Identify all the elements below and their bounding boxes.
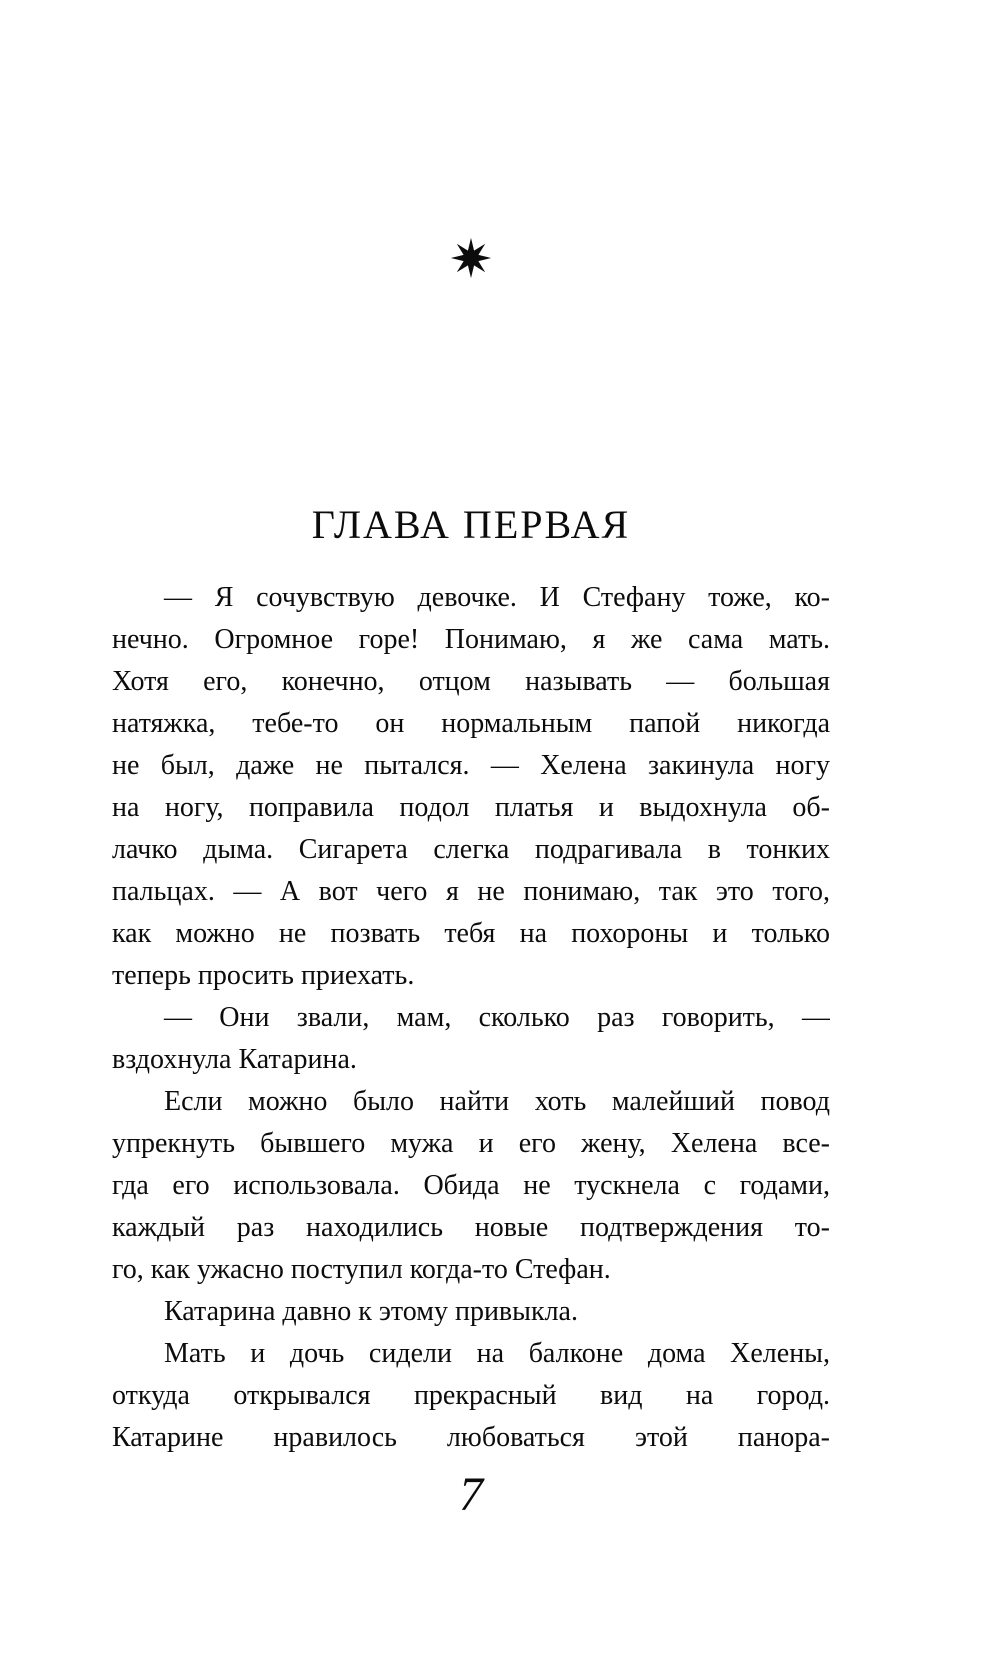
text-line: каждый раз находились новые подтверждения то- bbox=[112, 1212, 830, 1243]
text-line: откуда открывался прекрасный вид на город. bbox=[112, 1380, 830, 1411]
eight-pointed-star-icon bbox=[450, 237, 492, 279]
text-line: натяжка, тебе-то он нормальным папой никогда bbox=[112, 708, 830, 739]
chapter-title: ГЛАВА ПЕРВАЯ bbox=[311, 502, 631, 547]
text-line: теперь просить приехать. bbox=[112, 960, 415, 991]
text-line: Катарине нравилось любоваться этой панора- bbox=[112, 1422, 830, 1453]
text-line: вздохнула Катарина. bbox=[112, 1044, 357, 1075]
text-line: — Я сочувствую девочке. И Стефану тоже, ко- bbox=[164, 582, 830, 613]
chapter-ornament bbox=[112, 237, 830, 279]
page-number: 7 bbox=[459, 1468, 483, 1521]
text-line: Катарина давно к этому привыкла. bbox=[164, 1296, 578, 1327]
text-line: не был, даже не пытался. — Хелена закинула ногу bbox=[112, 750, 830, 781]
text-line: на ногу, поправила подол платья и выдохнула об- bbox=[112, 792, 830, 823]
text-line: го, как ужасно поступил когда-то Стефан. bbox=[112, 1254, 611, 1285]
text-line: — Они звали, мам, сколько раз говорить, — bbox=[164, 1002, 830, 1033]
text-line: лачко дыма. Сигарета слегка подрагивала в тонких bbox=[112, 834, 830, 865]
text-line: гда его использовала. Обида не тускнела с годами, bbox=[112, 1170, 830, 1201]
text-line: пальцах. — А вот чего я не понимаю, так это того, bbox=[112, 876, 830, 907]
text-line: Мать и дочь сидели на балконе дома Хелены, bbox=[164, 1338, 830, 1369]
body-text bbox=[112, 577, 830, 1459]
text-line: Если можно было найти хоть малейший повод bbox=[164, 1086, 830, 1117]
text-line: как можно не позвать тебя на похороны и только bbox=[112, 918, 830, 949]
text-line: нечно. Огромное горе! Понимаю, я же сама мать. bbox=[112, 624, 830, 655]
text-line: Хотя его, конечно, отцом называть — большая bbox=[112, 666, 830, 697]
text-line: упрекнуть бывшего мужа и его жену, Хелена все- bbox=[112, 1128, 830, 1159]
